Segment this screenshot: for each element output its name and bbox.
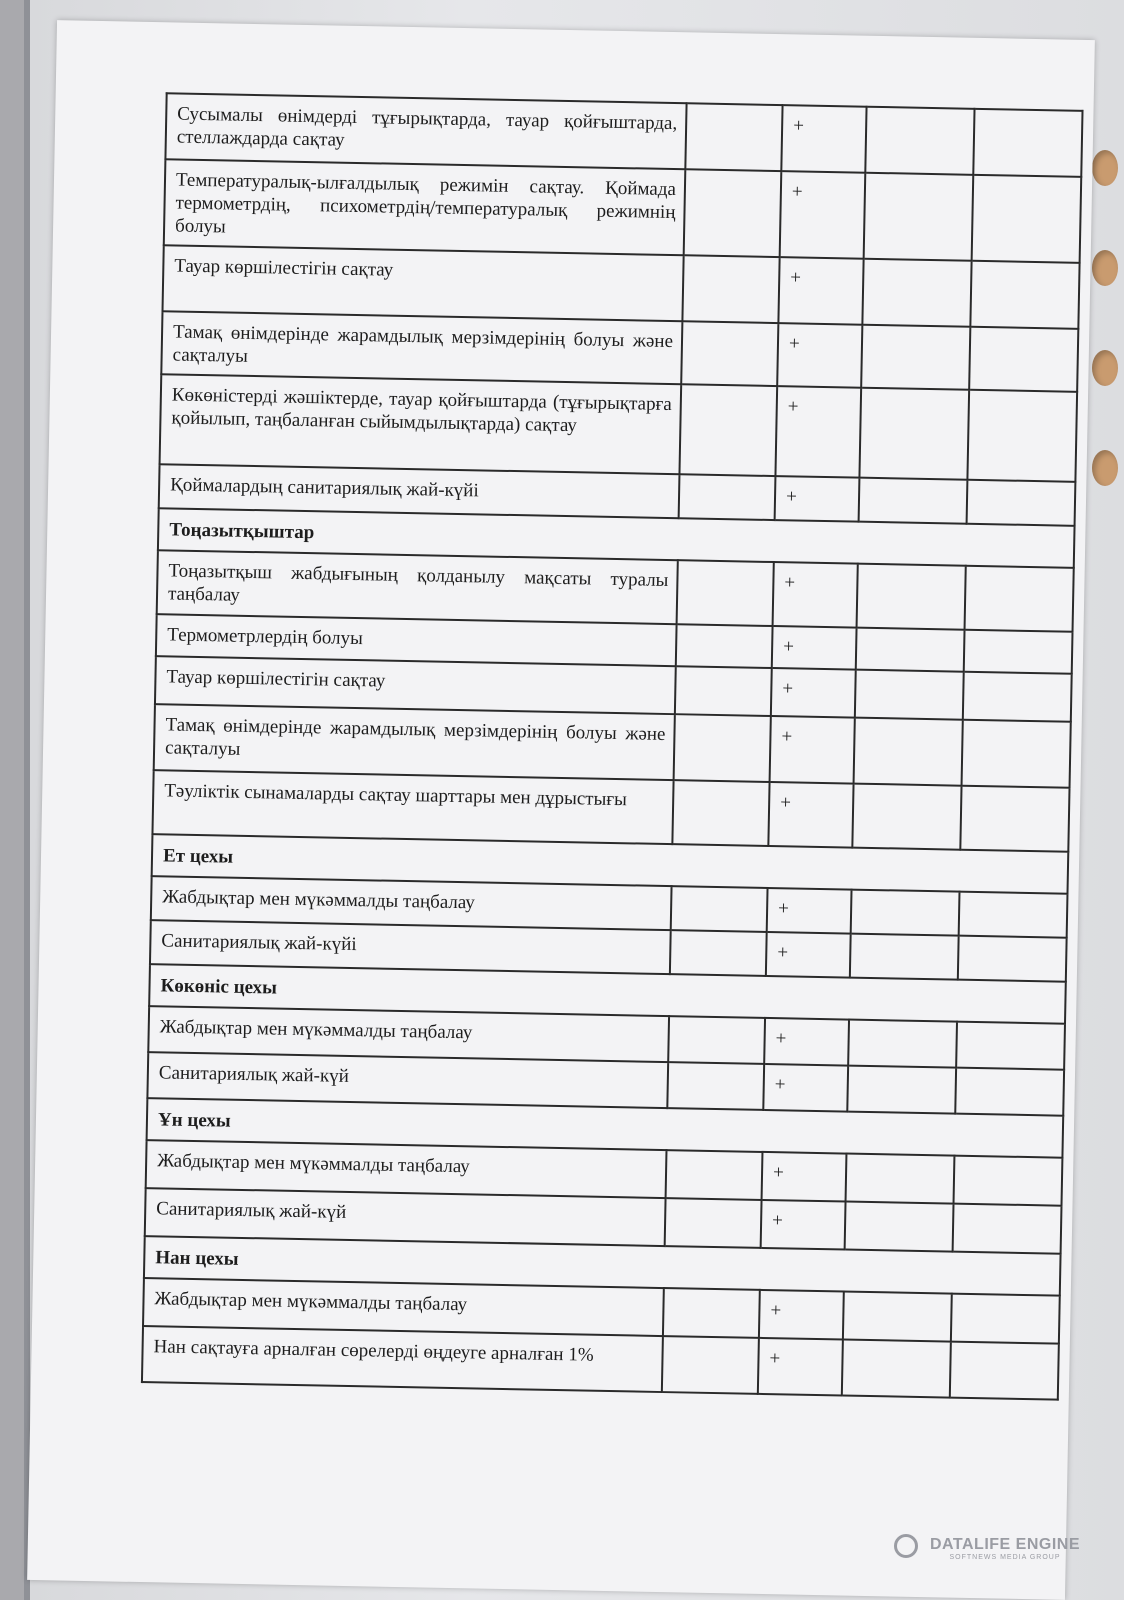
criterion-cell: Жабдықтар мен мүкәммалды таңбалау	[148, 1006, 669, 1062]
criterion-cell: Санитариялық жай-күй	[145, 1188, 666, 1246]
empty-cell	[851, 890, 960, 936]
check-mark-cell: +	[759, 1290, 844, 1340]
empty-cell	[964, 630, 1073, 674]
empty-cell	[954, 1156, 1063, 1206]
check-mark-cell: +	[771, 668, 856, 718]
check-mark-cell: +	[763, 1064, 848, 1112]
criterion-cell: Жабдықтар мен мүкәммалды таңбалау	[143, 1278, 664, 1336]
binder-hole	[1092, 150, 1118, 186]
section-title: Көкөніс цехы	[149, 964, 1066, 1024]
empty-cell	[681, 321, 778, 386]
empty-cell	[852, 784, 961, 850]
empty-cell	[682, 255, 779, 323]
empty-cell	[845, 1202, 954, 1252]
criterion-cell: Санитариялық жай-күй	[147, 1052, 668, 1108]
criterion-cell: Нан сақтауға арналған сөрелерді өңдеуге арналған 1%	[142, 1326, 663, 1392]
empty-cell	[859, 388, 969, 480]
check-mark-cell: +	[777, 323, 862, 388]
check-mark-cell: +	[761, 1200, 846, 1250]
criterion-cell: Тәуліктік сынамаларды сақтау шарттары мен дұрыстығы	[152, 770, 673, 844]
empty-cell	[856, 628, 965, 672]
check-mark-cell: +	[775, 386, 861, 478]
empty-cell	[850, 934, 959, 980]
criterion-cell: Тауар көршілестігін сақтау	[163, 245, 684, 321]
empty-cell	[953, 1204, 1062, 1254]
watermark	[930, 1536, 1080, 1561]
empty-cell	[955, 1068, 1064, 1116]
empty-cell	[958, 936, 1067, 982]
empty-cell	[862, 259, 971, 327]
empty-cell	[848, 1020, 957, 1068]
empty-cell	[677, 560, 774, 626]
empty-cell	[854, 718, 963, 786]
criterion-cell: Термометрлердің болуы	[156, 614, 677, 666]
empty-cell	[970, 261, 1079, 329]
check-mark-cell: +	[781, 105, 866, 173]
check-mark-cell: +	[772, 626, 857, 670]
checklist-table	[141, 92, 1084, 1400]
watermark-title: DATALIFE ENGINE	[929, 1536, 1080, 1553]
empty-cell	[671, 886, 768, 932]
empty-cell	[667, 1062, 764, 1110]
dle-logo-icon	[894, 1534, 918, 1558]
check-mark-cell: +	[780, 171, 866, 259]
section-title: Нан цехы	[144, 1236, 1061, 1296]
check-mark-cell: +	[770, 716, 855, 784]
empty-cell	[973, 109, 1082, 177]
empty-cell	[864, 173, 974, 261]
empty-cell	[972, 175, 1082, 263]
empty-cell	[950, 1342, 1059, 1400]
check-mark-cell: +	[768, 782, 853, 848]
empty-cell	[962, 720, 1071, 788]
check-mark-cell: +	[766, 932, 851, 978]
empty-cell	[967, 480, 1076, 526]
empty-cell	[843, 1292, 952, 1342]
empty-cell	[956, 1022, 1065, 1070]
criterion-cell: Тауар көршілестігін сақтау	[155, 656, 676, 714]
empty-cell	[967, 390, 1077, 482]
empty-cell	[665, 1198, 762, 1248]
empty-cell	[674, 714, 771, 782]
empty-cell	[668, 1016, 765, 1064]
empty-cell	[969, 327, 1078, 392]
section-title: Ұн цехы	[147, 1098, 1064, 1158]
criterion-cell: Тамақ өнімдерінде жарамдылық мерзімдерінің болуы және сақталуы	[161, 311, 682, 384]
empty-cell	[861, 325, 970, 390]
check-mark-cell: +	[775, 476, 860, 522]
empty-cell	[684, 169, 782, 257]
empty-cell	[662, 1336, 759, 1394]
empty-cell	[685, 103, 782, 171]
section-title: Ет цехы	[152, 834, 1069, 894]
criterion-cell: Тамақ өнімдерінде жарамдылық мерзімдерінің болуы және сақталуы	[154, 704, 675, 780]
empty-cell	[842, 1340, 951, 1398]
check-mark-cell: +	[764, 1018, 849, 1066]
empty-cell	[960, 786, 1069, 852]
check-mark-cell: +	[758, 1338, 843, 1396]
criterion-cell: Санитариялық жай-күйі	[150, 920, 671, 974]
empty-cell	[672, 780, 769, 846]
empty-cell	[857, 564, 966, 630]
criterion-cell: Көкөністерді жәшіктерде, тауар қойғыштарда (тұғырықтарға қойылып, таңбаланған сыйымдылықтарда) сақтау	[160, 374, 682, 474]
empty-cell	[855, 670, 964, 720]
empty-cell	[675, 666, 772, 716]
check-mark-cell: +	[773, 562, 858, 628]
empty-cell	[679, 474, 776, 520]
empty-cell	[959, 892, 1068, 938]
empty-cell	[670, 930, 767, 976]
criterion-cell: Температуралық-ылғалдылық режимін сақтау. Қоймада термометрдің, психометрдің/температуралық режимнің болуы	[164, 159, 686, 255]
check-mark-cell: +	[778, 257, 863, 325]
empty-cell	[663, 1288, 760, 1338]
empty-cell	[859, 478, 968, 524]
empty-cell	[679, 384, 777, 476]
table-row	[160, 374, 1078, 482]
criterion-cell: Тоңазытқыш жабдығының қолданылу мақсаты туралы таңбалау	[157, 550, 678, 624]
binder-hole	[1092, 350, 1118, 386]
empty-cell	[676, 624, 773, 668]
empty-cell	[965, 566, 1074, 632]
empty-cell	[865, 107, 974, 175]
empty-cell	[666, 1150, 763, 1200]
criterion-cell: Жабдықтар мен мүкәммалды таңбалау	[151, 876, 672, 930]
watermark-subtitle: SOFTNEWS MEDIA GROUP	[949, 1554, 1061, 1561]
empty-cell	[951, 1294, 1060, 1344]
desk-background	[0, 0, 24, 1600]
check-mark-cell: +	[762, 1152, 847, 1202]
check-mark-cell: +	[767, 888, 852, 934]
criterion-cell: Қоймалардың санитариялық жай-күйі	[159, 464, 680, 518]
binder-holes	[1092, 150, 1122, 650]
binder-hole	[1092, 250, 1118, 286]
empty-cell	[963, 672, 1072, 722]
criterion-cell: Сусымалы өнімдерді тұғырықтарда, тауар қойғыштарда, стеллаждарда сақтау	[165, 93, 686, 169]
section-title: Тоңазытқыштар	[158, 508, 1075, 568]
binder-hole	[1092, 450, 1118, 486]
empty-cell	[846, 1154, 955, 1204]
empty-cell	[847, 1066, 956, 1114]
document-page	[27, 20, 1095, 1600]
criterion-cell: Жабдықтар мен мүкәммалды таңбалау	[146, 1140, 667, 1198]
